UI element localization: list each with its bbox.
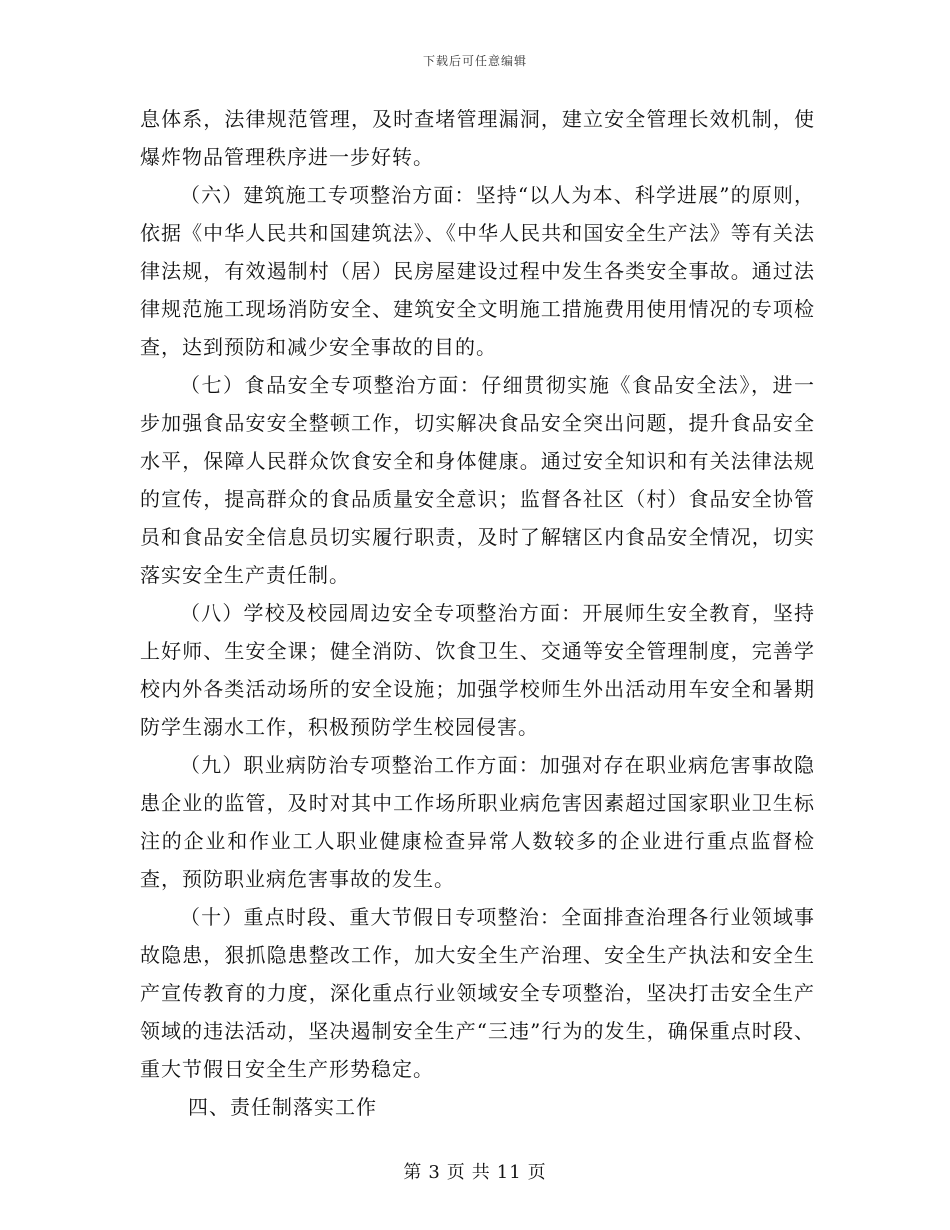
footer-suffix: 页 xyxy=(527,1162,547,1183)
paragraph-food-safety: （七）食品安全专项整治方面：仔细贯彻实施《食品安全法》，进一步加强食品安安全整顿工作，切实解决食品安全突出问题，提升食品安全水平，保障人民群众饮食安全和身体健康。通过安全知识和有关法律法规的宣传，提高群众的食品质量安全意识；监督各社区（村）食品安全协管员和食品安全信息员切实履行职责，及时了解辖区内食品安全情况，切实落实安全生产责任制。 xyxy=(140,373,815,587)
footer-page-word: 页 xyxy=(446,1162,466,1183)
footer-total-pages: 11 xyxy=(496,1162,522,1183)
footer-current-page: 3 xyxy=(428,1162,441,1183)
paragraph-occupational-disease: （九）职业病防治专项整治工作方面：加强对存在职业病危害事故隐患企业的监管，及时对其中工作场所职业病危害因素超过国家职业卫生标注的企业和作业工人职业健康检查异常人数较多的企业进行重点监督检查，预防职业病危害事故的发生。 xyxy=(140,753,815,891)
footer-prefix: 第 xyxy=(403,1162,423,1183)
paragraph-continuation: 息体系，法律规范管理，及时查堵管理漏洞，建立安全管理长效机制，使爆炸物品管理秩序进一步好转。 xyxy=(140,107,815,169)
section-heading: 四、责任制落实工作 xyxy=(188,1095,377,1119)
paragraph-school-safety: （八）学校及校园周边安全专项整治方面：开展师生安全教育，坚持上好师、生安全课；健全消防、饮食卫生、交通等安全管理制度，完善学校内外各类活动场所的安全设施；加强学校师生外出活动用车安全和暑期防学生溺水工作，积极预防学生校园侵害。 xyxy=(140,601,815,739)
header-note: 下载后可任意编辑 xyxy=(422,54,527,68)
document-body xyxy=(140,100,815,1126)
page-number-footer xyxy=(0,1158,950,1184)
footer-total-word: 共 xyxy=(471,1162,491,1183)
paragraph-holiday-rectification: （十）重点时段、重大节假日专项整治：全面排查治理各行业领域事故隐患，狠抓隐患整改工作，加大安全生产治理、安全生产执法和安全生产宣传教育的力度，深化重点行业领域安全专项整治，坚决打击安全生产领域的违法活动，坚决遏制安全生产“三违”行为的发生，确保重点时段、重大节假日安全生产形势稳定。 xyxy=(140,905,815,1081)
paragraph-construction: （六）建筑施工专项整治方面：坚持“以人为本、科学进展”的原则，依据《中华人民共和国建筑法》、《中华人民共和国安全生产法》等有关法律法规，有效遏制村（居）民房屋建设过程中发生各类安全事故。通过法律规范施工现场消防安全、建筑安全文明施工措施费用使用情况的专项检查，达到预防和减少安全事故的目的。 xyxy=(140,183,815,359)
